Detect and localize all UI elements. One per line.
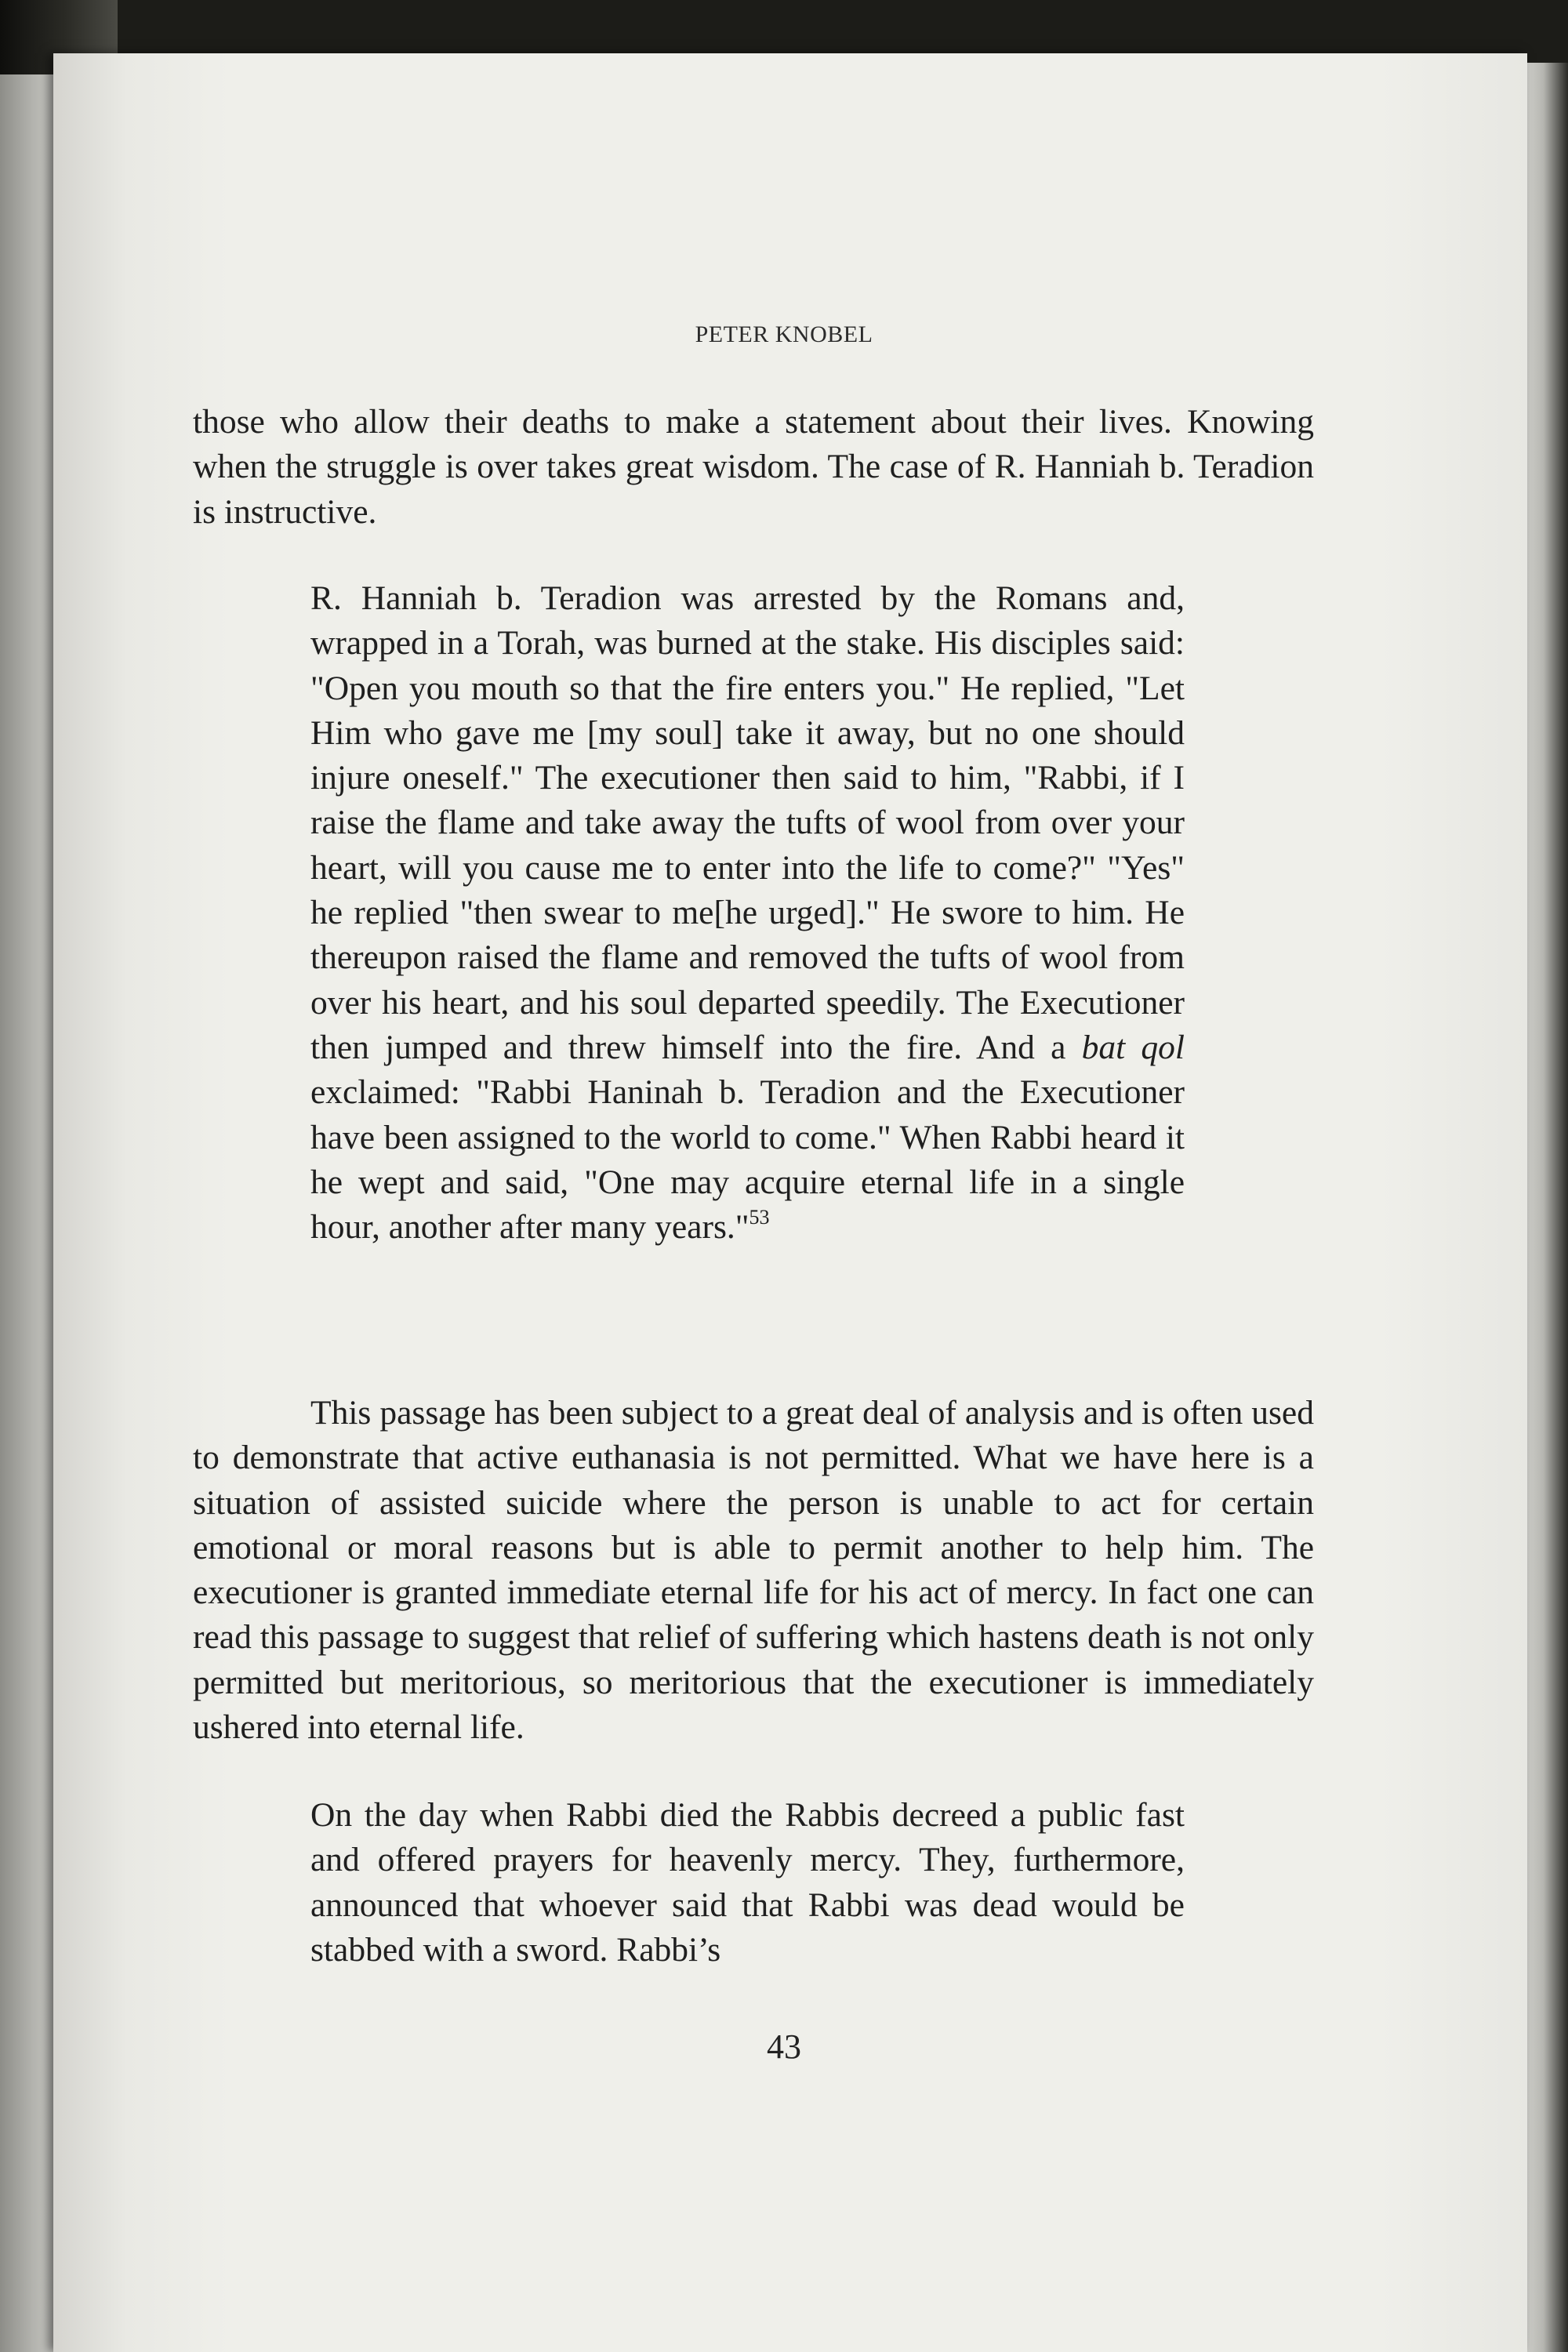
paragraph-text: those who allow their deaths to make a statement about their lives. Knowing when the struggle is over takes great wisdom. The case of R. Hanniah b. Teradion is instructive.: [193, 403, 1314, 531]
quote-italic-term: bat qol: [1081, 1028, 1185, 1066]
page-number: 43: [767, 2027, 801, 2066]
quote-text-part-1: R. Hanniah b. Teradion was arrested by the Romans and, wrapped in a Torah, was burned at the stake. His disciples said: "Open you mouth so that the fire enters you." He replied, "Let Him who gave me [my soul] take it away, but no one should injure oneself." The executioner then said to him, "Rabbi, if I raise the flame and take away the tufts of wool from over your heart, will you cause me to enter into the life to come?" "Yes" he replied "then swear to me[he urged]." He swore to him. He thereupon raised the flame and removed the tufts of wool from over his heart, and his soul departed speedily. The Executioner then jumped and threw himself into the fire. And a: [310, 579, 1185, 1066]
paragraph-text: This passage has been subject to a great deal of analysis and is often used to demonstrate that active euthanasia is not permitted. What we have here is a situation of assisted suicide where the person is unable to act for certain emotional or moral reasons but is able to permit another to help him. The executioner is granted immediate eternal life for his act of mercy. In fact one can read this passage to suggest that relief of suffering which hastens death is not only permitted but meritorious, so meritorious that the executioner is immediately ushered into eternal life.: [193, 1394, 1314, 1747]
block-quote-1: [310, 576, 1185, 1250]
body-paragraph-1: [193, 400, 1314, 535]
quote-text: On the day when Rabbi died the Rabbis decreed a public fast and offered prayers for heavenly mercy. They, furthermore, announced that whoever said that Rabbi was dead would be stabbed with a sword. Rabbi’s: [310, 1796, 1185, 1969]
quote-text-part-2: exclaimed: "Rabbi Haninah b. Teradion and the Executioner have been assigned to the world to come." When Rabbi heard it he wept and said, "One may acquire eternal life in a single hour, another after many years.": [310, 1073, 1185, 1247]
running-head: PETER KNOBEL: [695, 321, 873, 347]
block-quote-2: [310, 1793, 1185, 1973]
body-paragraph-2: [193, 1391, 1314, 1750]
quote-text: [310, 576, 1185, 1250]
page-stack-edge: [1527, 63, 1568, 2352]
footnote-marker: 53: [749, 1206, 770, 1229]
